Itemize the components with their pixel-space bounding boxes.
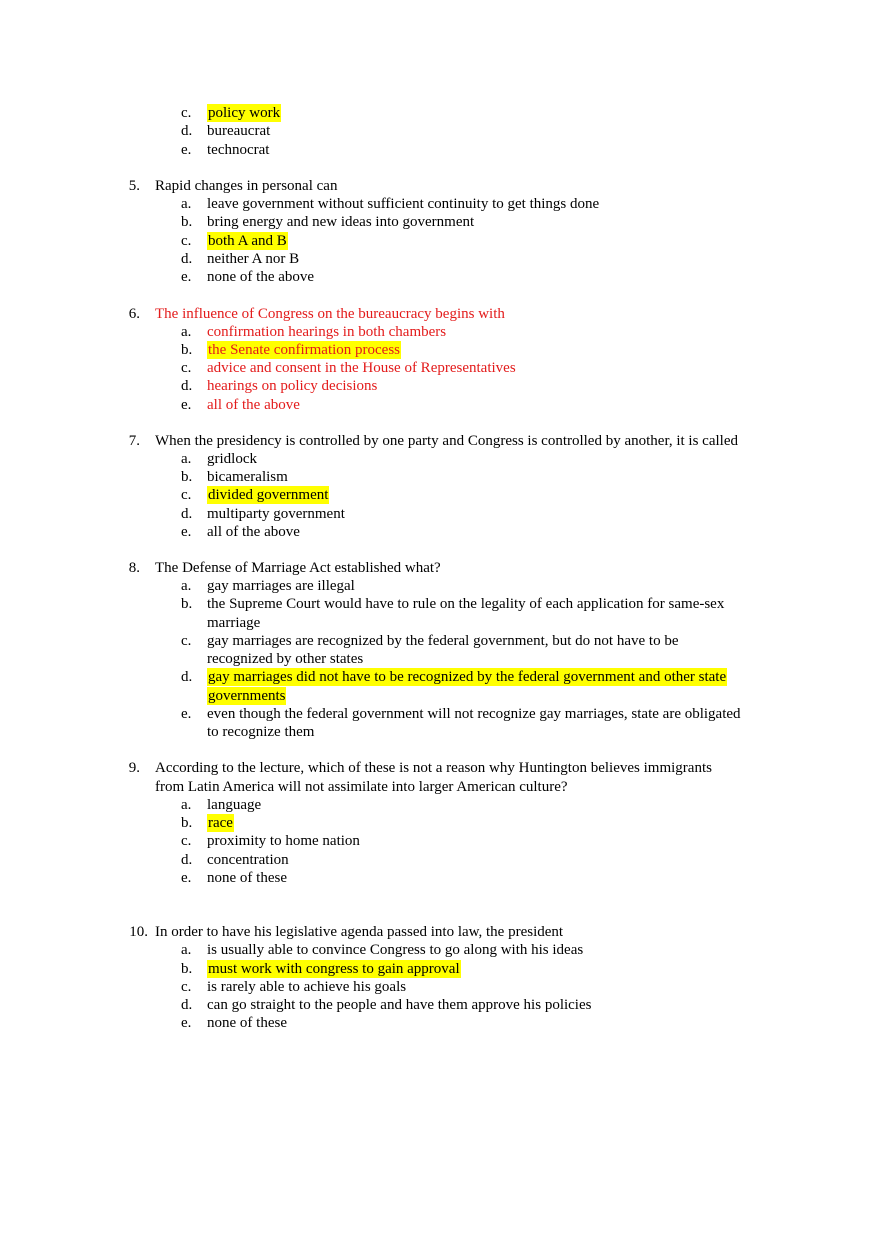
question-text: According to the lecture, which of these is not a reason why Huntington believes immigrants: [155, 760, 712, 776]
option-text: is rarely able to achieve his goals: [207, 979, 407, 995]
option-text: leave government without sufficient continuity to get things done: [207, 196, 600, 212]
option-text: concentration: [207, 852, 289, 868]
option-text: language: [207, 797, 262, 813]
option-letter: e.: [181, 524, 192, 540]
option-text-highlighted: must work with congress to gain approval: [208, 961, 460, 977]
option-letter: e.: [181, 397, 192, 413]
question-text: Rapid changes in personal can: [155, 178, 338, 194]
option-text: bureaucrat: [207, 123, 271, 139]
option-text: bicameralism: [207, 469, 288, 485]
option-text-highlighted: policy work: [208, 105, 281, 121]
option-text: to recognize them: [207, 724, 315, 740]
option-letter: d.: [181, 669, 193, 685]
option-letter: c.: [181, 233, 192, 249]
option-text-highlighted: governments: [208, 688, 286, 704]
option-text: none of the above: [207, 269, 315, 285]
question-text: In order to have his legislative agenda passed into law, the president: [155, 924, 564, 940]
option-text: confirmation hearings in both chambers: [207, 324, 447, 340]
option-letter: b.: [181, 815, 193, 831]
question-text: The Defense of Marriage Act established what?: [155, 560, 441, 576]
option-text-highlighted: gay marriages did not have to be recognized by the federal government and other state: [208, 669, 727, 685]
option-letter: a.: [181, 578, 192, 594]
option-letter: b.: [181, 469, 193, 485]
option-letter: a.: [181, 797, 192, 813]
question-number: 9.: [128, 760, 140, 776]
option-text: hearings on policy decisions: [207, 378, 378, 394]
option-letter: e.: [181, 1015, 192, 1031]
option-text: all of the above: [207, 524, 300, 540]
option-letter: a.: [181, 324, 192, 340]
option-letter: c.: [181, 360, 192, 376]
question-number: 5.: [128, 178, 140, 194]
option-text: advice and consent in the House of Representatives: [207, 360, 516, 376]
question-number: 6.: [128, 306, 140, 322]
option-letter: c.: [181, 833, 192, 849]
option-text: gridlock: [207, 451, 257, 467]
option-letter: d.: [181, 852, 193, 868]
option-letter: d.: [181, 378, 193, 394]
option-text: all of the above: [207, 397, 300, 413]
option-letter: d.: [181, 506, 193, 522]
option-letter: d.: [181, 997, 193, 1013]
question-text: When the presidency is controlled by one party and Congress is controlled by another, it is called: [155, 433, 738, 449]
option-text-highlighted: the Senate confirmation process: [208, 342, 401, 358]
option-letter: a.: [181, 451, 192, 467]
option-text: gay marriages are recognized by the federal government, but do not have to be: [207, 633, 679, 649]
question-number: 7.: [128, 433, 140, 449]
option-letter: d.: [181, 251, 193, 267]
option-letter: b.: [181, 596, 193, 612]
option-text: gay marriages are illegal: [207, 578, 355, 594]
option-text: none of these: [207, 870, 287, 886]
option-letter: c.: [181, 633, 192, 649]
option-text: can go straight to the people and have them approve his policies: [207, 997, 592, 1013]
question-number: 10.: [129, 924, 148, 940]
option-text: proximity to home nation: [207, 833, 360, 849]
option-letter: e.: [181, 269, 192, 285]
option-text: is usually able to convince Congress to go along with his ideas: [207, 942, 584, 958]
option-letter: e.: [181, 706, 192, 722]
option-letter: d.: [181, 123, 193, 139]
option-letter: c.: [181, 487, 192, 503]
option-letter: b.: [181, 961, 193, 977]
option-text: even though the federal government will not recognize gay marriages, state are obligated: [207, 706, 741, 722]
option-letter: a.: [181, 196, 192, 212]
option-letter: c.: [181, 979, 192, 995]
option-text-highlighted: race: [208, 815, 233, 831]
option-letter: e.: [181, 142, 192, 158]
question-text: The influence of Congress on the bureaucracy begins with: [155, 306, 505, 322]
question-text: from Latin America will not assimilate into larger American culture?: [155, 779, 568, 795]
option-text: the Supreme Court would have to rule on the legality of each application for same-sex: [207, 596, 725, 612]
option-text: multiparty government: [207, 506, 345, 522]
question-number: 8.: [128, 560, 140, 576]
option-text: bring energy and new ideas into government: [207, 214, 475, 230]
option-text: marriage: [207, 615, 261, 631]
option-letter: e.: [181, 870, 192, 886]
option-text-highlighted: both A and B: [208, 233, 287, 249]
option-letter: c.: [181, 105, 192, 121]
option-text: neither A nor B: [207, 251, 300, 267]
option-letter: b.: [181, 342, 193, 358]
option-letter: b.: [181, 214, 193, 230]
option-text: technocrat: [207, 142, 270, 158]
option-text-highlighted: divided government: [208, 487, 329, 503]
option-letter: a.: [181, 942, 192, 958]
option-text: none of these: [207, 1015, 287, 1031]
option-text: recognized by other states: [207, 651, 364, 667]
